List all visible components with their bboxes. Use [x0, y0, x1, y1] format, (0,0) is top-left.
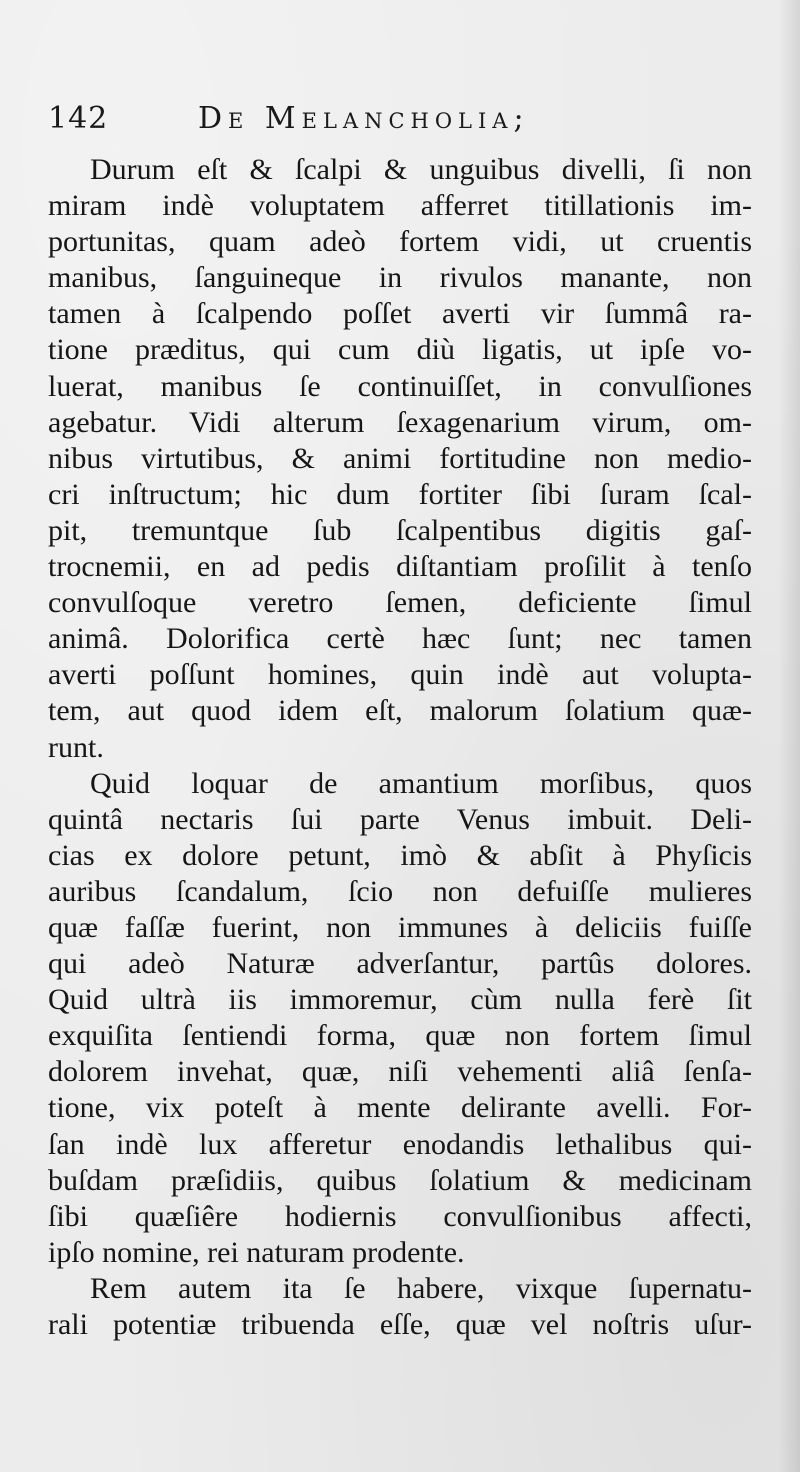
text-line: buſdam præſidiis, quibus ſolatium & medicinam: [48, 1163, 752, 1197]
text-line: cri inſtructum; hic dum fortiter ſibi ſuram ſcal-: [48, 477, 752, 511]
text-line: runt.: [48, 730, 104, 764]
text-line: Quid ultrà iis immoremur, cùm nulla ferè ſit: [48, 983, 752, 1017]
text-line: miram indè voluptatem afferret titillationis im-: [48, 189, 752, 223]
text-line: portunitas, quam adeò fortem vidi, ut cruentis: [48, 225, 752, 259]
text-line: ipſo nomine, rei naturam prodente.: [48, 1235, 465, 1269]
text-line: rali potentiæ tribuenda eſſe, quæ vel noſtris uſur-: [48, 1308, 752, 1341]
text-line: nibus virtutibus, & animi fortitudine non medio-: [48, 441, 752, 475]
page-header: [48, 101, 748, 145]
text-line: pit, tremuntque ſub ſcalpentibus digitis gaſ-: [48, 513, 752, 547]
paragraph: [48, 1271, 752, 1343]
body-text: [48, 152, 752, 1343]
text-line: convulſoque veretro ſemen, deficiente ſimul: [48, 586, 752, 620]
running-head: De Melancholia;: [198, 101, 530, 136]
paragraph: [48, 152, 752, 766]
text-line: luerat, manibus ſe continuiſſet, in convulſiones: [48, 369, 752, 403]
text-line: animâ. Dolorifica certè hæc ſunt; nec tamen: [48, 622, 752, 656]
text-line: tione, vix poteſt à mente delirante avelli. For-: [48, 1091, 752, 1125]
paragraph: [48, 766, 752, 1271]
text-line: averti poſſunt homines, quin indè aut volupta-: [48, 658, 752, 692]
text-line: qui adeò Naturæ adverſantur, partûs dolores.: [48, 947, 752, 981]
text-line: quintâ nectaris ſui parte Venus imbuit. Deli-: [48, 802, 752, 836]
page-number: 142: [48, 101, 109, 136]
text-line: cias ex dolore petunt, imò & abſit à Phyſicis: [48, 838, 752, 872]
text-line: auribus ſcandalum, ſcio non defuiſſe mulieres: [48, 874, 752, 908]
text-line: quæ faſſæ fuerint, non immunes à deliciis fuiſſe: [48, 910, 752, 944]
text-line: dolorem invehat, quæ, niſi vehementi aliâ ſenſa-: [48, 1055, 752, 1089]
text-line: tem, aut quod idem eſt, malorum ſolatium quæ-: [48, 694, 752, 728]
text-line: tione præditus, qui cum diù ligatis, ut ipſe vo-: [48, 333, 752, 367]
text-line: tamen à ſcalpendo poſſet averti vir ſummâ ra-: [48, 297, 752, 331]
text-line: Durum eſt & ſcalpi & unguibus divelli, ſi non: [90, 153, 752, 186]
text-line: ſan indè lux afferetur enodandis lethalibus qui-: [48, 1127, 752, 1161]
text-line: Rem autem ita ſe habere, vixque ſupernatu-: [90, 1271, 752, 1305]
text-line: agebatur. Vidi alterum ſexagenarium virum, om-: [48, 405, 752, 439]
text-line: trocnemii, en ad pedis diſtantiam proſilit à tenſo: [48, 550, 752, 584]
text-line: Quid loquar de amantium morſibus, quos: [90, 766, 752, 800]
text-line: manibus, ſanguineque in rivulos manante, non: [48, 261, 752, 295]
text-line: ſibi quæſiêre hodiernis convulſionibus affecti,: [48, 1199, 752, 1233]
text-line: exquiſita ſentiendi forma, quæ non fortem ſimul: [48, 1019, 752, 1053]
